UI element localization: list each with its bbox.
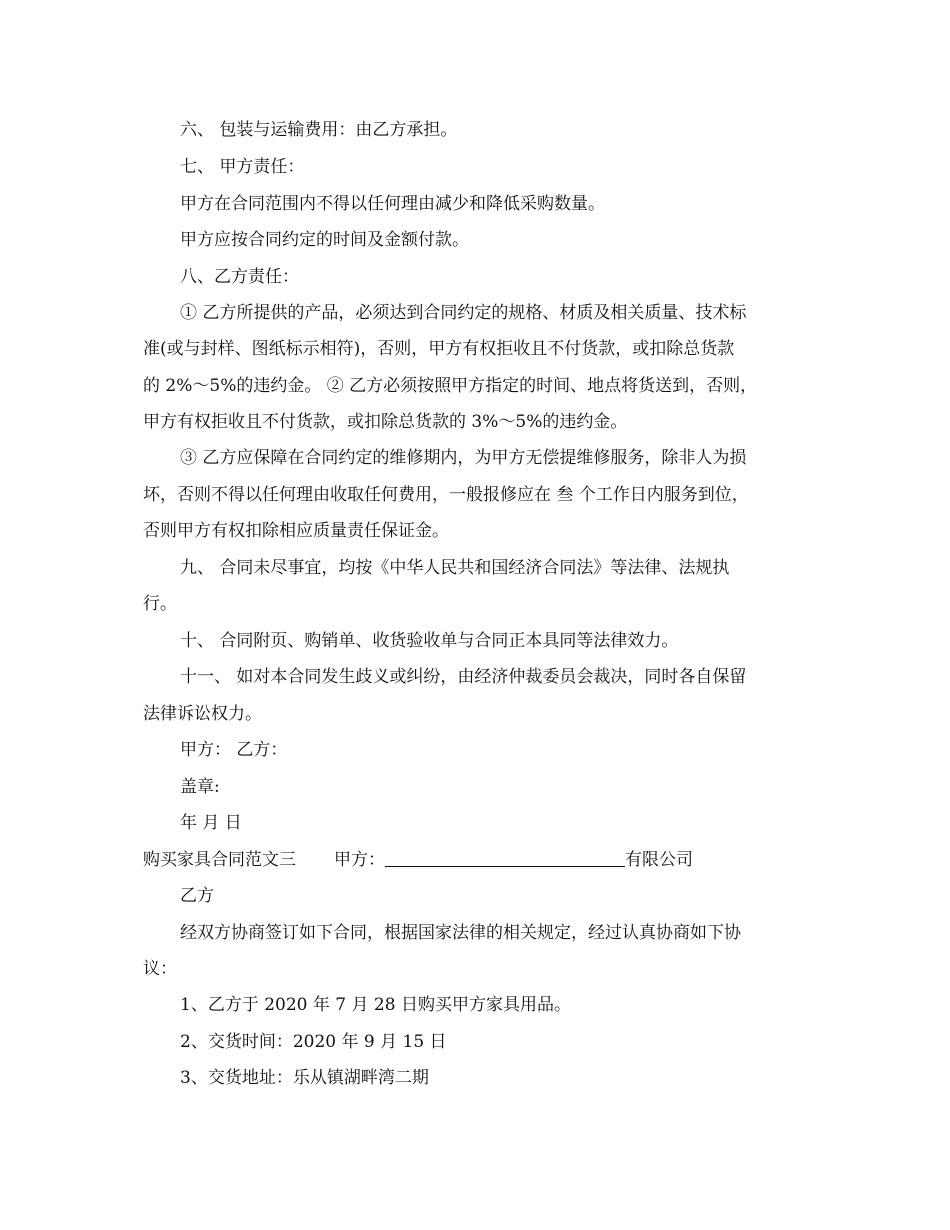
clause-8-item-2-line-1: 的 2%～5%的违约金。 ② 乙方必须按照甲方指定的时间、地点将货送到，否则， — [143, 376, 758, 396]
clause-8-item-3-line-1: ③ 乙方应保障在合同约定的维修期内，为甲方无偿提维修服务，除非人为损 — [180, 448, 747, 468]
clause-7-line-1: 甲方在合同范围内不得以任何理由减少和降低采购数量。 — [180, 194, 605, 214]
clause-11-line-2: 法律诉讼权力。 — [143, 704, 262, 724]
contract-title-line — [143, 848, 813, 872]
contract-title: 购买家具合同范文三 — [143, 850, 296, 870]
clause-8-item-3-line-2: 坏，否则不得以任何理由收取任何费用，一般报修应在 叁 个工作日内服务到位， — [143, 485, 749, 505]
agreement-intro-line-1: 经双方协商签订如下合同，根据国家法律的相关规定，经过认真协商如下协 — [180, 923, 741, 943]
clause-6: 六、 包装与运输费用：由乙方承担。 — [180, 120, 458, 140]
clause-8-item-1-line-2: 准(或与封样、图纸标示相符)，否则，甲方有权拒收且不付货款，或扣除总货款 — [143, 339, 735, 359]
clause-9-line-1: 九、 合同未尽事宜，均按《中华人民共和国经济合同法》等法律、法规执 — [180, 558, 730, 578]
clause-10: 十、 合同附页、购销单、收货验收单与合同正本具同等法律效力。 — [180, 631, 679, 651]
seal-label: 盖章: — [180, 777, 220, 797]
clause-7-line-2: 甲方应按合同约定的时间及金额付款。 — [180, 230, 469, 250]
company-name-blank[interactable] — [385, 848, 625, 867]
party-a-label: 甲方： — [334, 850, 385, 870]
company-suffix: 有限公司 — [625, 850, 693, 870]
agreement-intro-line-2: 议： — [143, 959, 177, 979]
term-2: 2、交货时间：2020 年 9 月 15 日 — [180, 1032, 447, 1052]
clause-7-heading: 七、 甲方责任： — [180, 157, 305, 177]
clause-8-item-1-line-1: ① 乙方所提供的产品，必须达到合同约定的规格、材质及相关质量、技术标 — [180, 303, 747, 323]
clause-8-heading: 八、乙方责任： — [180, 267, 299, 287]
term-3: 3、交货地址：乐从镇湖畔湾二期 — [180, 1068, 429, 1088]
clause-9-line-2: 行。 — [143, 594, 177, 614]
date-line: 年 月 日 — [180, 813, 242, 833]
clause-8-item-2-line-2: 甲方有权拒收且不付货款，或扣除总货款的 3%～5%的违约金。 — [143, 412, 628, 432]
clause-8-item-3-line-3: 否则甲方有权扣除相应质量责任保证金。 — [143, 521, 449, 541]
term-1: 1、乙方于 2020 年 7 月 28 日购买甲方家具用品。 — [180, 995, 571, 1015]
clause-11-line-1: 十一、 如对本合同发生歧义或纠纷，由经济仲裁委员会裁决，同时各自保留 — [180, 667, 747, 687]
party-b-label: 乙方 — [180, 886, 214, 906]
signature-parties: 甲方： 乙方： — [180, 740, 288, 760]
